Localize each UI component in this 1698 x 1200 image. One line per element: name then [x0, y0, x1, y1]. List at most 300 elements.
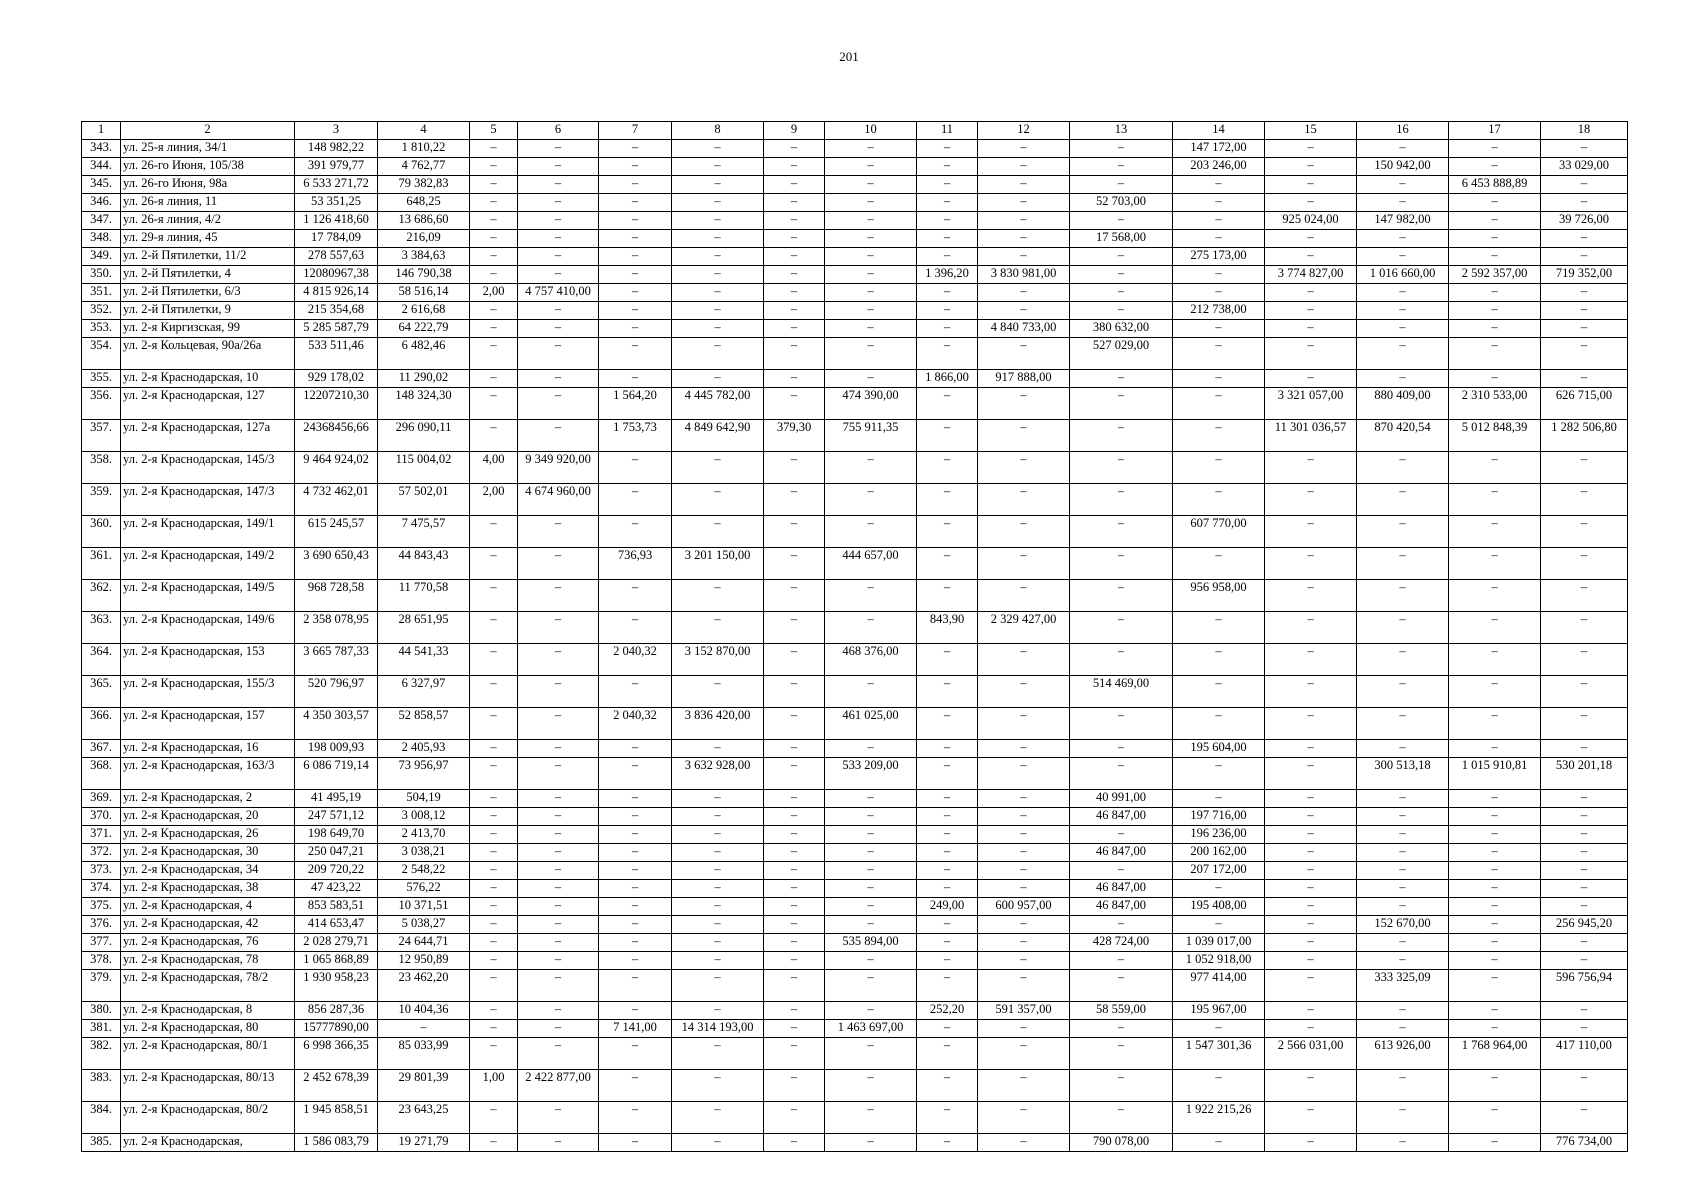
value-cell: – [599, 862, 672, 880]
value-cell: – [764, 452, 825, 484]
value-cell: – [518, 194, 599, 212]
table-row [82, 612, 1628, 644]
table-row [82, 516, 1628, 548]
value-cell: 719 352,00 [1541, 266, 1628, 284]
value-cell: – [917, 388, 978, 420]
value-cell: – [1265, 952, 1357, 970]
row-number: 381. [82, 1020, 121, 1038]
value-cell: – [825, 790, 917, 808]
address-cell: ул. 2-я Краснодарская, [121, 1134, 295, 1152]
address-cell: ул. 2-я Краснодарская, 147/3 [121, 484, 295, 516]
value-cell: – [1265, 580, 1357, 612]
value-cell: – [672, 740, 764, 758]
value-cell: 1 810,22 [378, 140, 470, 158]
value-cell: – [599, 284, 672, 302]
value-cell: – [917, 758, 978, 790]
address-cell: ул. 2-я Краснодарская, 78/2 [121, 970, 295, 1002]
value-cell: 46 847,00 [1070, 898, 1173, 916]
value-cell: – [470, 970, 518, 1002]
address-cell: ул. 26-го Июня, 105/38 [121, 158, 295, 176]
value-cell: – [978, 708, 1070, 740]
address-cell: ул. 29-я линия, 45 [121, 230, 295, 248]
value-cell: – [764, 1038, 825, 1070]
row-number: 368. [82, 758, 121, 790]
value-cell: – [1265, 916, 1357, 934]
address-cell: ул. 2-я Краснодарская, 80/13 [121, 1070, 295, 1102]
value-cell: – [1265, 612, 1357, 644]
value-cell: 79 382,83 [378, 176, 470, 194]
value-cell: – [764, 844, 825, 862]
value-cell: – [1449, 158, 1541, 176]
value-cell: – [917, 740, 978, 758]
row-number: 351. [82, 284, 121, 302]
value-cell: – [1449, 612, 1541, 644]
value-cell: – [672, 790, 764, 808]
value-cell: – [1449, 140, 1541, 158]
value-cell: – [1357, 194, 1449, 212]
row-number: 346. [82, 194, 121, 212]
value-cell: 880 409,00 [1357, 388, 1449, 420]
address-cell: ул. 2-я Краснодарская, 127а [121, 420, 295, 452]
row-number: 366. [82, 708, 121, 740]
value-cell: – [1070, 644, 1173, 676]
value-cell: – [917, 808, 978, 826]
table-row [82, 302, 1628, 320]
value-cell: – [470, 212, 518, 230]
value-cell: – [1265, 452, 1357, 484]
value-cell: – [470, 1020, 518, 1038]
value-cell: – [825, 826, 917, 844]
value-cell: 3 152 870,00 [672, 644, 764, 676]
value-cell: – [764, 320, 825, 338]
value-cell: – [825, 320, 917, 338]
value-cell: 856 287,36 [295, 1002, 378, 1020]
value-cell: – [825, 1102, 917, 1134]
value-cell: – [825, 1134, 917, 1152]
value-cell: 1 922 215,26 [1173, 1102, 1265, 1134]
row-number: 345. [82, 176, 121, 194]
value-cell: – [1070, 916, 1173, 934]
value-cell: – [672, 1134, 764, 1152]
value-cell: – [825, 952, 917, 970]
value-cell: 2 310 533,00 [1449, 388, 1541, 420]
value-cell: – [470, 320, 518, 338]
value-cell: 444 657,00 [825, 548, 917, 580]
row-number: 385. [82, 1134, 121, 1152]
value-cell: – [470, 1002, 518, 1020]
value-cell: – [672, 302, 764, 320]
value-cell: – [599, 266, 672, 284]
value-cell: 968 728,58 [295, 580, 378, 612]
value-cell: – [978, 302, 1070, 320]
table-row [82, 320, 1628, 338]
value-cell: 23 643,25 [378, 1102, 470, 1134]
value-cell: – [518, 844, 599, 862]
value-cell: – [1541, 708, 1628, 740]
value-cell: 2 040,32 [599, 708, 672, 740]
value-cell: – [825, 302, 917, 320]
value-cell: – [518, 644, 599, 676]
value-cell: – [825, 284, 917, 302]
value-cell: 2 452 678,39 [295, 1070, 378, 1102]
value-cell: – [1070, 516, 1173, 548]
value-cell: – [764, 1070, 825, 1102]
value-cell: – [1357, 452, 1449, 484]
value-cell: – [1265, 844, 1357, 862]
value-cell: – [1070, 740, 1173, 758]
value-cell: – [1265, 676, 1357, 708]
value-cell: – [672, 612, 764, 644]
row-number: 376. [82, 916, 121, 934]
value-cell: – [599, 952, 672, 970]
value-cell: – [518, 880, 599, 898]
value-cell: – [917, 790, 978, 808]
value-cell: – [518, 176, 599, 194]
value-cell: – [764, 862, 825, 880]
value-cell: – [1173, 916, 1265, 934]
row-number: 364. [82, 644, 121, 676]
row-number: 353. [82, 320, 121, 338]
table-row [82, 140, 1628, 158]
value-cell: – [917, 158, 978, 176]
value-cell: – [764, 790, 825, 808]
column-header: 1 [82, 122, 121, 140]
value-cell: 4 445 782,00 [672, 388, 764, 420]
value-cell: – [518, 388, 599, 420]
value-cell: 147 982,00 [1357, 212, 1449, 230]
table-row [82, 176, 1628, 194]
row-number: 380. [82, 1002, 121, 1020]
value-cell: – [599, 916, 672, 934]
address-cell: ул. 26-я линия, 4/2 [121, 212, 295, 230]
value-cell: – [978, 1102, 1070, 1134]
value-cell: – [470, 826, 518, 844]
column-header: 13 [1070, 122, 1173, 140]
table-row [82, 1134, 1628, 1152]
address-cell: ул. 2-я Краснодарская, 8 [121, 1002, 295, 1020]
value-cell: – [764, 898, 825, 916]
value-cell: – [978, 140, 1070, 158]
value-cell: – [917, 1102, 978, 1134]
value-cell: 46 847,00 [1070, 880, 1173, 898]
value-cell: – [518, 1002, 599, 1020]
value-cell: – [599, 612, 672, 644]
value-cell: 3 321 057,00 [1265, 388, 1357, 420]
table-body [82, 122, 1628, 1152]
value-cell: 24 644,71 [378, 934, 470, 952]
value-cell: – [1265, 644, 1357, 676]
value-cell: – [978, 194, 1070, 212]
value-cell: – [470, 644, 518, 676]
value-cell: – [917, 516, 978, 548]
value-cell: – [825, 248, 917, 266]
value-cell: – [978, 644, 1070, 676]
value-cell: – [1265, 708, 1357, 740]
value-cell: 2 548,22 [378, 862, 470, 880]
column-header: 7 [599, 122, 672, 140]
value-cell: – [825, 176, 917, 194]
value-cell: 4 350 303,57 [295, 708, 378, 740]
value-cell: 6 533 271,72 [295, 176, 378, 194]
value-cell: 527 029,00 [1070, 338, 1173, 370]
table-row [82, 266, 1628, 284]
value-cell: 57 502,01 [378, 484, 470, 516]
value-cell: 64 222,79 [378, 320, 470, 338]
value-cell: – [1541, 1070, 1628, 1102]
value-cell: – [672, 916, 764, 934]
value-cell: – [1173, 284, 1265, 302]
value-cell: – [672, 676, 764, 708]
value-cell: – [978, 158, 1070, 176]
value-cell: – [1070, 266, 1173, 284]
value-cell: – [1070, 484, 1173, 516]
value-cell: – [1070, 452, 1173, 484]
value-cell: 209 720,22 [295, 862, 378, 880]
value-cell: 196 236,00 [1173, 826, 1265, 844]
value-cell: – [672, 580, 764, 612]
value-cell: – [1070, 952, 1173, 970]
value-cell: – [470, 1102, 518, 1134]
value-cell: – [599, 808, 672, 826]
value-cell: – [470, 844, 518, 862]
value-cell: 9 464 924,02 [295, 452, 378, 484]
value-cell: – [518, 708, 599, 740]
value-cell: – [1449, 740, 1541, 758]
value-cell: – [978, 808, 1070, 826]
value-cell: – [1070, 176, 1173, 194]
row-number: 379. [82, 970, 121, 1002]
value-cell: – [1070, 140, 1173, 158]
value-cell: 11 290,02 [378, 370, 470, 388]
value-cell: 3 632 928,00 [672, 758, 764, 790]
table-row [82, 284, 1628, 302]
value-cell: – [1449, 916, 1541, 934]
value-cell: – [1173, 266, 1265, 284]
value-cell: 2 405,93 [378, 740, 470, 758]
address-cell: ул. 2-й Пятилетки, 6/3 [121, 284, 295, 302]
value-cell: – [1265, 880, 1357, 898]
value-cell: – [470, 862, 518, 880]
value-cell: – [470, 580, 518, 612]
value-cell: – [978, 176, 1070, 194]
value-cell: – [1173, 1134, 1265, 1152]
value-cell: – [917, 248, 978, 266]
value-cell: – [1070, 826, 1173, 844]
value-cell: – [599, 1038, 672, 1070]
value-cell: – [1173, 548, 1265, 580]
value-cell: – [518, 230, 599, 248]
value-cell: – [672, 1038, 764, 1070]
value-cell: – [764, 230, 825, 248]
row-number: 377. [82, 934, 121, 952]
value-cell: 195 967,00 [1173, 1002, 1265, 1020]
row-number: 384. [82, 1102, 121, 1134]
value-cell: – [1357, 862, 1449, 880]
value-cell: 533 511,46 [295, 338, 378, 370]
value-cell: – [599, 934, 672, 952]
value-cell: – [672, 934, 764, 952]
value-cell: – [917, 862, 978, 880]
address-cell: ул. 2-я Краснодарская, 80/2 [121, 1102, 295, 1134]
value-cell: – [599, 1002, 672, 1020]
value-cell: – [1541, 1020, 1628, 1038]
row-number: 344. [82, 158, 121, 176]
value-cell: – [1070, 1070, 1173, 1102]
value-cell: – [1357, 1002, 1449, 1020]
value-cell: 607 770,00 [1173, 516, 1265, 548]
value-cell: – [1357, 844, 1449, 862]
value-cell: – [1449, 302, 1541, 320]
value-cell: 52 703,00 [1070, 194, 1173, 212]
value-cell: – [825, 808, 917, 826]
value-cell: – [1173, 338, 1265, 370]
value-cell: – [978, 420, 1070, 452]
value-cell: – [1070, 580, 1173, 612]
value-cell: 2 028 279,71 [295, 934, 378, 952]
value-cell: 52 858,57 [378, 708, 470, 740]
address-cell: ул. 2-я Краснодарская, 34 [121, 862, 295, 880]
value-cell: 44 843,43 [378, 548, 470, 580]
value-cell: 2 329 427,00 [978, 612, 1070, 644]
value-cell: – [1357, 708, 1449, 740]
value-cell: – [825, 580, 917, 612]
value-cell: 428 724,00 [1070, 934, 1173, 952]
value-cell: 5 012 848,39 [1449, 420, 1541, 452]
value-cell: – [518, 934, 599, 952]
address-cell: ул. 2-я Краснодарская, 145/3 [121, 452, 295, 484]
value-cell: 4 849 642,90 [672, 420, 764, 452]
value-cell: – [1173, 420, 1265, 452]
value-cell: – [825, 844, 917, 862]
value-cell: 468 376,00 [825, 644, 917, 676]
value-cell: – [1173, 880, 1265, 898]
value-cell: – [978, 452, 1070, 484]
value-cell: – [1357, 248, 1449, 266]
value-cell: – [1173, 370, 1265, 388]
value-cell: – [599, 320, 672, 338]
value-cell: – [470, 1134, 518, 1152]
value-cell: 530 201,18 [1541, 758, 1628, 790]
value-cell: – [1449, 880, 1541, 898]
value-cell: – [764, 302, 825, 320]
value-cell: – [672, 484, 764, 516]
value-cell: – [1070, 420, 1173, 452]
row-number: 359. [82, 484, 121, 516]
value-cell: – [672, 338, 764, 370]
value-cell: – [470, 880, 518, 898]
value-cell: 29 801,39 [378, 1070, 470, 1102]
value-cell: – [764, 916, 825, 934]
address-cell: ул. 2-я Краснодарская, 127 [121, 388, 295, 420]
row-number: 349. [82, 248, 121, 266]
value-cell: – [978, 1038, 1070, 1070]
value-cell: – [672, 158, 764, 176]
value-cell: 9 349 920,00 [518, 452, 599, 484]
table-row [82, 808, 1628, 826]
value-cell: – [599, 740, 672, 758]
value-cell: – [599, 230, 672, 248]
value-cell: 504,19 [378, 790, 470, 808]
value-cell: – [599, 370, 672, 388]
value-cell: 296 090,11 [378, 420, 470, 452]
value-cell: – [764, 880, 825, 898]
value-cell: – [1357, 370, 1449, 388]
value-cell: – [1173, 320, 1265, 338]
address-cell: ул. 2-я Краснодарская, 80/1 [121, 1038, 295, 1070]
value-cell: – [917, 952, 978, 970]
value-cell: – [1449, 844, 1541, 862]
value-cell: 755 911,35 [825, 420, 917, 452]
value-cell: – [978, 862, 1070, 880]
value-cell: 2,00 [470, 484, 518, 516]
value-cell: – [470, 302, 518, 320]
value-cell: – [1265, 758, 1357, 790]
value-cell: – [518, 862, 599, 880]
address-cell: ул. 26-го Июня, 98а [121, 176, 295, 194]
value-cell: – [1541, 516, 1628, 548]
value-cell: – [764, 1102, 825, 1134]
value-cell: – [378, 1020, 470, 1038]
value-cell: – [599, 248, 672, 266]
value-cell: – [1357, 338, 1449, 370]
address-cell: ул. 2-я Краснодарская, 163/3 [121, 758, 295, 790]
value-cell: – [1173, 212, 1265, 230]
value-cell: – [1541, 880, 1628, 898]
value-cell: – [764, 484, 825, 516]
address-cell: ул. 2-я Краснодарская, 149/1 [121, 516, 295, 548]
value-cell: – [917, 708, 978, 740]
value-cell: 1 945 858,51 [295, 1102, 378, 1134]
value-cell: – [1449, 934, 1541, 952]
table-row [82, 370, 1628, 388]
value-cell: – [1541, 452, 1628, 484]
value-cell: – [1070, 212, 1173, 230]
table-row [82, 338, 1628, 370]
value-cell: – [599, 898, 672, 916]
value-cell: – [917, 452, 978, 484]
value-cell: – [470, 370, 518, 388]
value-cell: 212 738,00 [1173, 302, 1265, 320]
row-number: 374. [82, 880, 121, 898]
value-cell: – [1449, 580, 1541, 612]
value-cell: 17 784,09 [295, 230, 378, 248]
value-cell: 514 469,00 [1070, 676, 1173, 708]
value-cell: – [764, 194, 825, 212]
table-row [82, 248, 1628, 266]
value-cell: – [1265, 516, 1357, 548]
value-cell: 216,09 [378, 230, 470, 248]
value-cell: – [672, 230, 764, 248]
value-cell: – [1541, 1102, 1628, 1134]
value-cell: – [470, 158, 518, 176]
value-cell: 6 327,97 [378, 676, 470, 708]
value-cell: – [978, 1020, 1070, 1038]
value-cell: 417 110,00 [1541, 1038, 1628, 1070]
address-cell: ул. 2-я Краснодарская, 2 [121, 790, 295, 808]
row-number: 354. [82, 338, 121, 370]
value-cell: 148 324,30 [378, 388, 470, 420]
value-cell: – [518, 580, 599, 612]
value-cell: – [470, 516, 518, 548]
value-cell: – [825, 212, 917, 230]
value-cell: – [978, 934, 1070, 952]
value-cell: 576,22 [378, 880, 470, 898]
value-cell: – [672, 266, 764, 284]
value-cell: 5 285 587,79 [295, 320, 378, 338]
value-cell: – [1541, 140, 1628, 158]
value-cell: 3 665 787,33 [295, 644, 378, 676]
row-number: 357. [82, 420, 121, 452]
